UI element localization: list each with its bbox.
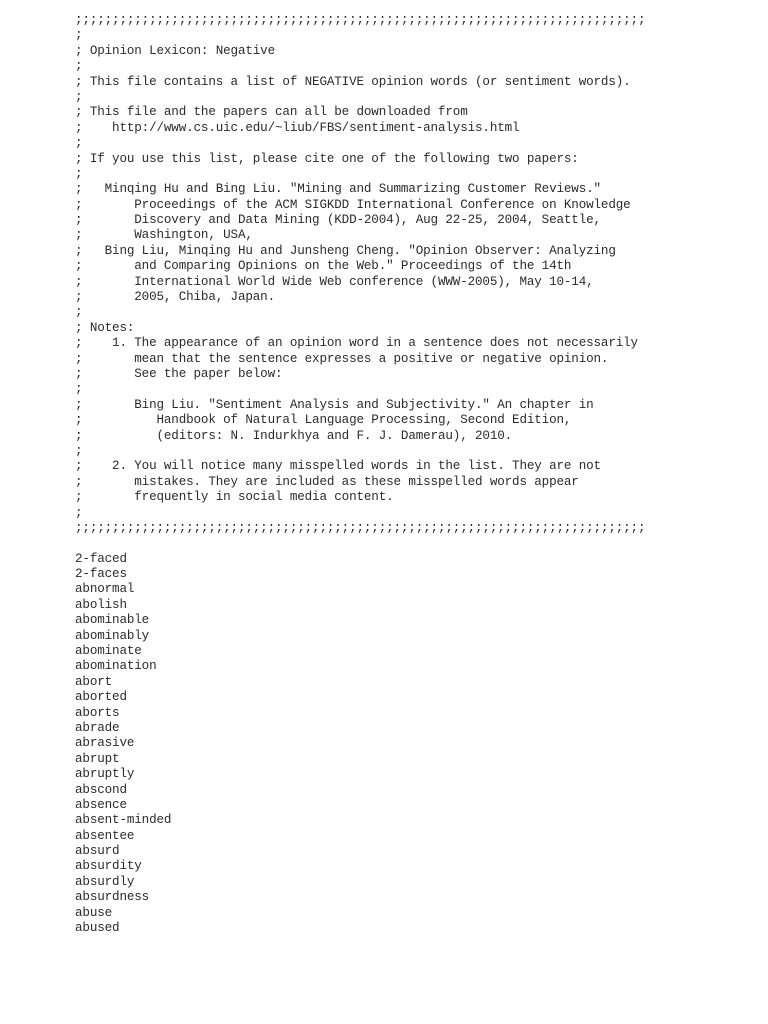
- list-item: abominate: [75, 644, 142, 659]
- list-item: abomination: [75, 659, 157, 674]
- header-line: ;: [75, 305, 83, 320]
- header-line: ; Proceedings of the ACM SIGKDD International Conference on Knowledge: [75, 197, 631, 212]
- header-line: ;: [75, 505, 83, 520]
- header-line: ; (editors: N. Indurkhya and F. J. Damerau), 2010.: [75, 428, 513, 443]
- list-item: abrasive: [75, 736, 135, 751]
- list-item: abrade: [75, 720, 120, 735]
- header-line: ; Washington, USA,: [75, 228, 253, 243]
- list-item: abscond: [75, 782, 127, 797]
- word-list: [75, 552, 755, 937]
- header-line: ; If you use this list, please cite one of the following two papers:: [75, 151, 579, 166]
- list-item: abnormal: [75, 582, 135, 597]
- list-item: abruptly: [75, 767, 135, 782]
- list-item: abort: [75, 674, 113, 689]
- list-item: absurdity: [75, 859, 142, 874]
- header-line: ;: [75, 166, 83, 181]
- blank-line: [75, 536, 755, 551]
- header-line: ;: [75, 28, 83, 43]
- list-item: abrupt: [75, 751, 120, 766]
- header-line: ; This file and the papers can all be downloaded from: [75, 105, 468, 120]
- header-line: ; mistakes. They are included as these misspelled words appear: [75, 474, 579, 489]
- header-line: ; Minqing Hu and Bing Liu. "Mining and Summarizing Customer Reviews.": [75, 182, 601, 197]
- header-line: ;;;;;;;;;;;;;;;;;;;;;;;;;;;;;;;;;;;;;;;;;;;;;;;;;;;;;;;;;;;;;;;;;;;;;;;;;;;;;: [75, 520, 646, 535]
- list-item: abominable: [75, 613, 150, 628]
- header-line: ; Bing Liu. "Sentiment Analysis and Subjectivity." An chapter in: [75, 397, 594, 412]
- header-line: ; Opinion Lexicon: Negative: [75, 43, 276, 58]
- list-item: 2-faced: [75, 551, 127, 566]
- header-line: ; Handbook of Natural Language Processing, Second Edition,: [75, 413, 572, 428]
- list-item: absurd: [75, 844, 120, 859]
- list-item: absence: [75, 797, 127, 812]
- header-line: ; International World Wide Web conference (WWW-2005), May 10-14,: [75, 274, 594, 289]
- list-item: abominably: [75, 628, 150, 643]
- list-item: abuse: [75, 905, 113, 920]
- header-line: ; http://www.cs.uic.edu/~liub/FBS/sentiment-analysis.html: [75, 120, 520, 135]
- list-item: 2-faces: [75, 567, 127, 582]
- header-line: ; Bing Liu, Minqing Hu and Junsheng Cheng. "Opinion Observer: Analyzing: [75, 243, 616, 258]
- header-line: ; frequently in social media content.: [75, 490, 394, 505]
- list-item: aborts: [75, 705, 120, 720]
- header-line: ; Discovery and Data Mining (KDD-2004), Aug 22-25, 2004, Seattle,: [75, 213, 601, 228]
- header-line: ; 2. You will notice many misspelled words in the list. They are not: [75, 459, 601, 474]
- header-line: ;: [75, 89, 83, 104]
- list-item: aborted: [75, 690, 127, 705]
- header-line: ; 2005, Chiba, Japan.: [75, 290, 276, 305]
- document-page: [75, 13, 755, 936]
- list-item: abused: [75, 921, 120, 936]
- header-line: ;: [75, 382, 83, 397]
- header-line: ;: [75, 59, 83, 74]
- header-line: ;: [75, 443, 83, 458]
- comment-header: [75, 13, 755, 536]
- header-line: ; See the paper below:: [75, 366, 283, 381]
- header-line: ;;;;;;;;;;;;;;;;;;;;;;;;;;;;;;;;;;;;;;;;;;;;;;;;;;;;;;;;;;;;;;;;;;;;;;;;;;;;;: [75, 13, 646, 27]
- list-item: absurdly: [75, 874, 135, 889]
- header-line: ; Notes:: [75, 320, 135, 335]
- header-line: ; 1. The appearance of an opinion word in a sentence does not necessarily: [75, 336, 638, 351]
- list-item: absentee: [75, 828, 135, 843]
- list-item: absent-minded: [75, 813, 172, 828]
- header-line: ;: [75, 136, 83, 151]
- list-item: absurdness: [75, 890, 150, 905]
- list-item: abolish: [75, 597, 127, 612]
- header-line: ; and Comparing Opinions on the Web." Proceedings of the 14th: [75, 259, 572, 274]
- header-line: ; This file contains a list of NEGATIVE opinion words (or sentiment words).: [75, 74, 631, 89]
- header-line: ; mean that the sentence expresses a positive or negative opinion.: [75, 351, 609, 366]
